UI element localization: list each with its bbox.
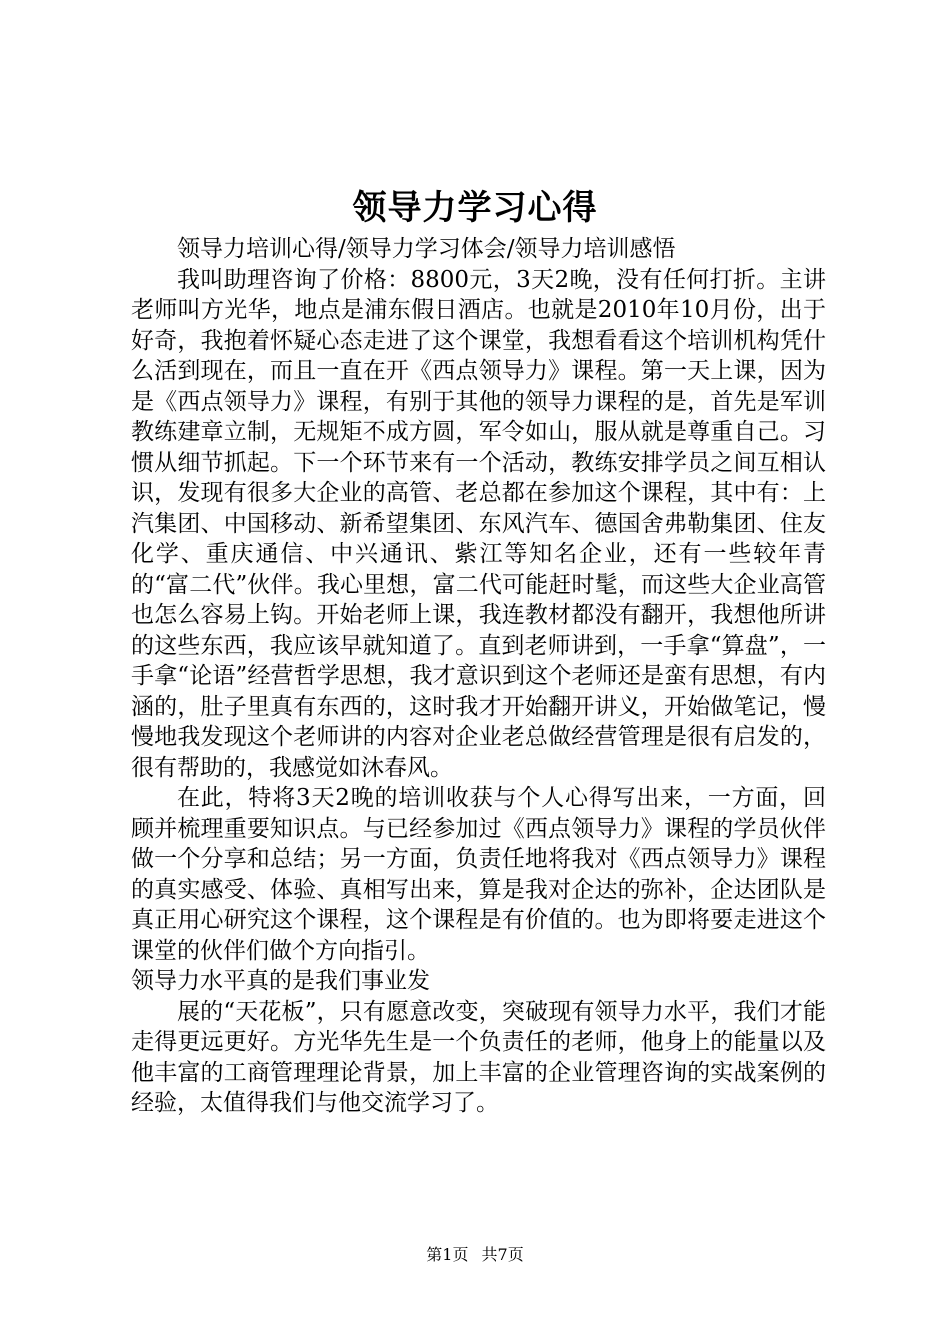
page-total: 共7页	[481, 1245, 524, 1264]
paragraph-2: 在此，特将3天2晚的培训收获与个人心得写出来，一方面，回顾并梳理重要知识点。与已经参加过《西点领导力》课程的学员伙伴做一个分享和总结；另一方面，负责任地将我对《西点领导力》课程的真实感受、体验、真相写出来，算是我对企达的弥补，企达团队是真正用心研究这个课程，这个课程是有价值的。也为即将要走进这个课堂的伙伴们做个方向指引。	[131, 785, 826, 964]
paragraph-3: 领导力水平真的是我们事业发	[131, 968, 430, 994]
paragraph-4: 展的“天花板”，只有愿意改变，突破现有领导力水平，我们才能走得更远更好。方光华先生是一个负责任的老师，他身上的能量以及他丰富的工商管理理论背景，加上丰富的企业管理咨询的实战案例的经验，太值得我们与他交流学习了。	[131, 998, 826, 1116]
page-number: 第1页	[426, 1245, 469, 1264]
document-body	[131, 234, 826, 1119]
page-footer	[0, 1244, 950, 1266]
document-subtitle: 领导力培训心得/领导力学习体会/领导力培训感悟	[177, 236, 676, 262]
paragraph-1: 我叫助理咨询了价格：8800元，3天2晚，没有任何打折。主讲老师叫方光华，地点是浦东假日酒店。也就是2010年10月份，出于好奇，我抱着怀疑心态走进了这个课堂，我想看看这个培训机构凭什么活到现在，而且一直在开《西点领导力》课程。第一天上课，因为是《西点领导力》课程，有别于其他的领导力课程的是，首先是军训教练建章立制，无规矩不成方圆，军令如山，服从就是尊重自己。习惯从细节抓起。下一个环节来有一个活动，教练安排学员之间互相认识，发现有很多大企业的高管、老总都在参加这个课程，其中有：上汽集团、中国移动、新希望集团、东风汽车、德国舍弗勒集团、住友化学、重庆通信、中兴通讯、紫江等知名企业，还有一些较年青的“富二代”伙伴。我心里想，富二代可能赶时髦，而这些大企业高管也怎么容易上钩。开始老师上课，我连教材都没有翻开，我想他所讲的这些东西，我应该早就知道了。直到老师讲到，一手拿“算盘”，一手拿“论语”经营哲学思想，我才意识到这个老师还是蛮有思想，有内涵的，肚子里真有东西的，这时我才开始翻开讲义，开始做笔记，慢慢地我发现这个老师讲的内容对企业老总做经营管理是很有启发的，很有帮助的，我感觉如沐春风。	[131, 266, 826, 781]
document-title: 领导力学习心得	[352, 188, 598, 228]
